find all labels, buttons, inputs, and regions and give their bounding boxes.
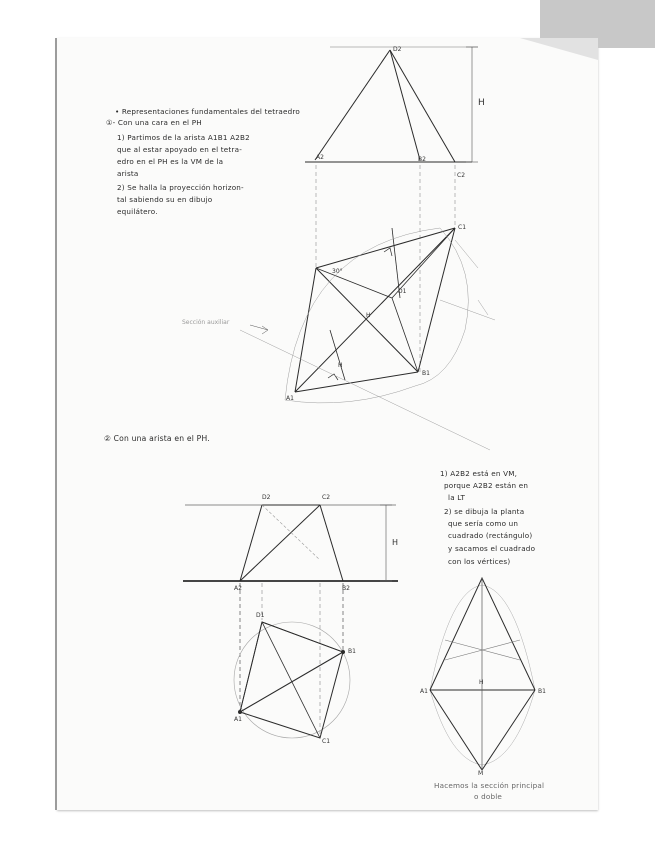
label-c1: C1 [458, 224, 467, 231]
elevation-1 [305, 47, 478, 162]
label-b2-2: B2 [342, 585, 350, 592]
label-c2: C2 [457, 172, 466, 179]
plan-view-1 [295, 228, 455, 392]
note-line: cuadrado (rectángulo) [448, 531, 533, 540]
step-line: 2) Se halla la proyección horizon- [117, 183, 244, 192]
caption-line-1: Hacemos la sección principal [434, 781, 545, 790]
label-height: H [478, 98, 485, 108]
label-d2: D2 [393, 46, 402, 53]
label-d2-2: D2 [262, 494, 271, 501]
label-h-plan-2: H [338, 362, 343, 369]
step-line: edro en el PH es la VM de la [117, 157, 224, 166]
label-h-plan: H [366, 312, 371, 319]
projection-lines-2 [240, 583, 343, 735]
label-a2: A2 [316, 154, 324, 161]
label-c1-2: C1 [322, 738, 331, 745]
note-line: 1) A2B2 está en VM, [440, 469, 518, 478]
label-d1-2: D1 [256, 612, 265, 619]
label-a1-2: A1 [234, 716, 242, 723]
rhombus-section [430, 578, 535, 770]
label-rhombus-h: H [479, 679, 484, 686]
section-note: Sección auxiliar [182, 319, 230, 326]
plan-view-2 [234, 622, 350, 738]
step-line: que al estar apoyado en el tetra- [117, 145, 242, 154]
note-line: que sería como un [448, 519, 519, 528]
note-line: porque A2B2 están en [444, 481, 529, 490]
label-height-2: H [392, 538, 399, 547]
label-angle: 30° [332, 268, 343, 275]
section-1-heading: ①- Con una cara en el PH [106, 118, 202, 127]
label-c2-2: C2 [322, 494, 331, 501]
caption-line-2: o doble [474, 792, 503, 801]
label-rhombus-m: M [478, 770, 484, 777]
construction-lines-1 [240, 228, 495, 450]
label-d1: D1 [398, 288, 407, 295]
section-2-heading: ② Con una arista en el PH. [104, 434, 210, 443]
intro-line: • Representaciones fundamentales del tetraedro [115, 107, 301, 116]
step-line: arista [117, 169, 139, 178]
note-line: con los vértices) [448, 557, 511, 566]
step-line: 1) Partimos de la arista A1B1 A2B2 [117, 133, 250, 142]
label-rhombus-b1: B1 [538, 688, 546, 695]
label-rhombus-a1: A1 [420, 688, 428, 695]
step-line: tal sabiendo su en dibujo [117, 195, 213, 204]
label-b1-2: B1 [348, 648, 356, 655]
note-line: y sacamos el cuadrado [448, 544, 536, 553]
elevation-2 [183, 505, 398, 581]
step-line: equilátero. [117, 207, 158, 216]
label-b2: B2 [418, 156, 426, 163]
label-a2-2: A2 [234, 585, 242, 592]
note-line: la LT [448, 493, 466, 502]
label-a1: A1 [286, 395, 294, 402]
label-b1: B1 [422, 370, 430, 377]
note-line: 2) se dibuja la planta [444, 507, 525, 516]
